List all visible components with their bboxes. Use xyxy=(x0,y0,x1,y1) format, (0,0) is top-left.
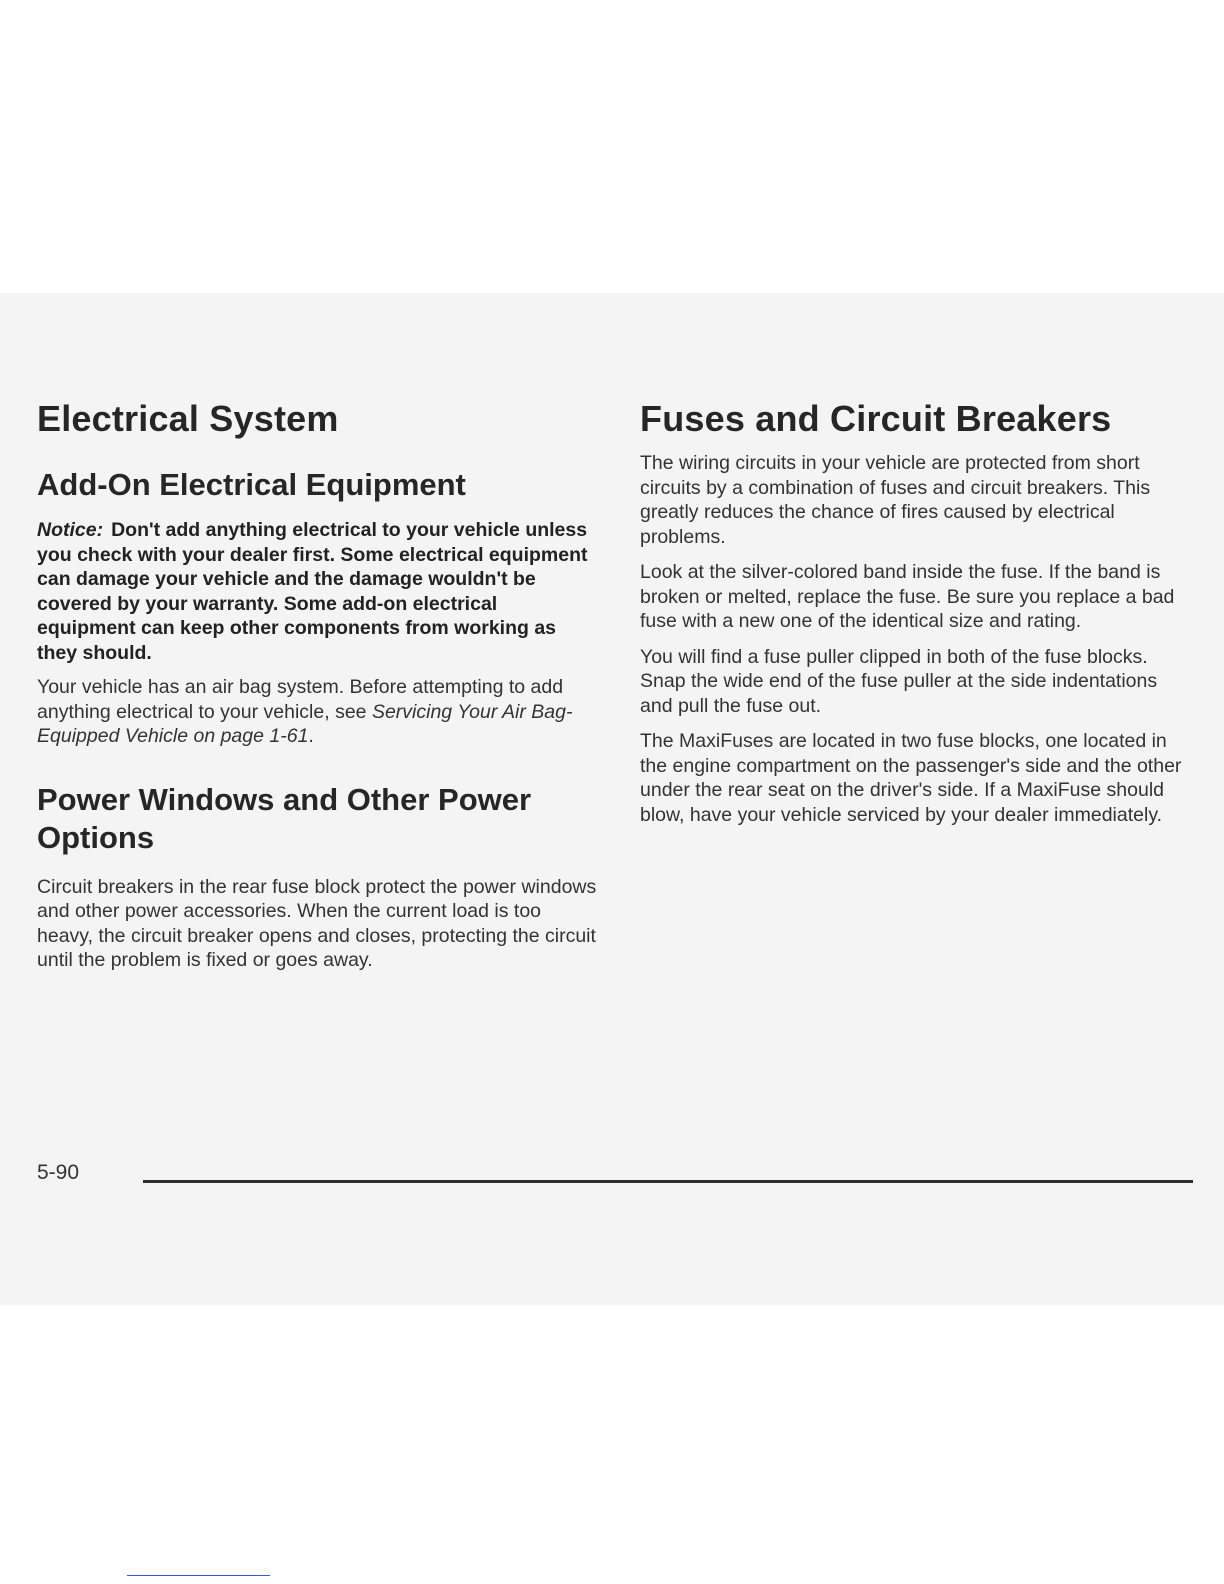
power-windows-paragraph: Circuit breakers in the rear fuse block protect the power windows and other power accessories. When the current load is too heavy, the circuit breaker opens and closes, protecting the circuit until the problem is fixed or goes away. xyxy=(37,875,597,971)
footer-rule xyxy=(143,1180,1193,1183)
link-underline xyxy=(127,1575,270,1576)
airbag-text: Your vehicle has an air bag system. Before attempting to add anything electrical to your vehicle, see xyxy=(37,676,564,723)
left-column xyxy=(37,395,597,973)
section-title-electrical-system: Electrical System xyxy=(37,398,339,439)
notice-paragraph xyxy=(37,518,597,665)
airbag-text-end: . xyxy=(308,725,314,747)
notice-text: Don't add anything electrical to your vehicle unless you check with your dealer first. Some electrical equipment can damage your vehicle and the damage wouldn't be covered by your warranty. Some add-on electrical equipment can keep other components from working as they should. xyxy=(37,519,588,664)
airbag-cross-reference-link[interactable]: Servicing Your Air Bag-Equipped Vehicle on page 1-61 xyxy=(37,700,573,747)
fuses-paragraph-1: The wiring circuits in your vehicle are protected from short circuits by a combination of fuses and circuit breakers. This greatly reduces the chance of fires caused by electrical problems. xyxy=(640,452,1151,548)
page-number: 5-90 xyxy=(37,1161,80,1184)
airbag-paragraph xyxy=(37,675,597,749)
notice-label: Notice: xyxy=(37,519,104,541)
fuses-paragraph-2: Look at the silver-colored band inside the fuse. If the band is broken or melted, replace the fuse. Be sure you replace a bad fuse with a new one of the identical size and rating. xyxy=(640,561,1175,632)
heading-add-on-electrical-equipment: Add-On Electrical Equipment xyxy=(37,467,466,502)
fuses-paragraph-3: You will find a fuse puller clipped in both of the fuse blocks. Snap the wide end of the fuse puller at the side indentations and pull the fuse out. xyxy=(640,645,1158,717)
section-title-fuses-and-circuit-breakers: Fuses and Circuit Breakers xyxy=(640,398,1112,439)
right-column xyxy=(640,395,1195,827)
fuses-paragraph-4: The MaxiFuses are located in two fuse blocks, one located in the engine compartment on the passenger's side and the other under the rear seat on the driver's side. If a MaxiFuse should blow, have your vehicle serviced by your dealer immediately. xyxy=(640,730,1182,826)
heading-power-windows: Power Windows and Other Power Options xyxy=(37,781,532,855)
